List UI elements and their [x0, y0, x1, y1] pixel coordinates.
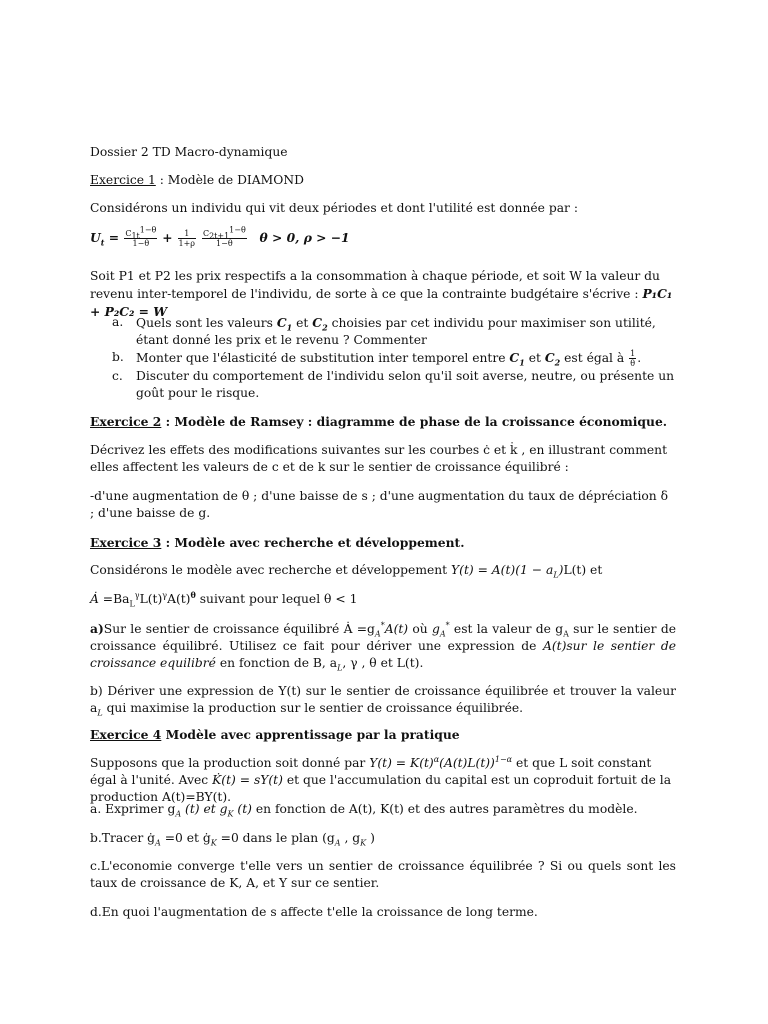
- exercise-2-para-1: Décrivez les effets des modifications suivantes sur les courbes ċ et k̇ , en illustrant comment elles affectent les valeurs de c et de k sur le sentier de croissance équilibré :: [90, 443, 668, 474]
- exercise-1-budget: Soit P1 et P2 les prix respectifs a la consommation à chaque période, et soit W la valeur du revenu inter-temporel de l'individu, de sorte à ce que la contrainte budgétaire s'écrive : P₁C₁ + P₂C₂ = W: [90, 269, 673, 319]
- utility-formula: $U_t$ = $\frac{C_{1t}^{1-\theta}}{1-\theta}$ + $\frac{1}{1+\rho}$ $\frac{C_{2t+1}^{1-\theta}}{1-\theta}$ θ > 0, ρ > −1: [90, 225, 350, 248]
- exercise-4-para-1: Supposons que la production soit donné par $Y(t) = K(t)^\alpha(A(t)L(t))^{1-\alpha}$ et que L soit constant égal à l'unité. Avec K̇(t) = sY(t) et que l'accumulation du capital est un coproduit fortuit de la production A(t)=BY(t).: [90, 754, 672, 804]
- exercise-1-title: : Modèle de DIAMOND: [155, 173, 304, 187]
- exercise-3-para-2: Ȧ $=Ba_L^\gamma L(t)^\gamma A(t)^\theta$ suivant pour lequel θ < 1: [90, 589, 358, 609]
- exercise-2-label: Exercice 2: [90, 414, 162, 429]
- document-title: Dossier 2 TD Macro-dynamique: [90, 145, 288, 159]
- exercise-4-question-d: d.En quoi l'augmentation de s affecte t'elle la croissance de long terme.: [90, 905, 538, 919]
- exercise-4-heading: [90, 726, 676, 743]
- exercise-3-question-a: a)Sur le sentier de croissance équilibré Ȧ $=g_A^*A(t)$ où $g_A^*$ est la valeur de $g_A$ sur le sentier de croissance équilibré. Utilisez ce fait pour dériver une expression de A(t)sur le sentier de croissance equilibré en fonction de B, $a_L$, γ , θ et L(t).: [90, 620, 676, 673]
- exercise-1-label: Exercice 1: [90, 173, 156, 187]
- exercise-1-heading: [90, 172, 676, 189]
- exercise-2-title: : Modèle de Ramsey : diagramme de phase de la croissance économique.: [161, 414, 668, 429]
- exercise-4-title: Modèle avec apprentissage par la pratique: [161, 727, 460, 742]
- utility-conditions: θ > 0, ρ > −1: [259, 230, 350, 245]
- exercise-3-para-1: Considérons le modèle avec recherche et développement $Y(t) = A(t)(1 - a_L)L(t)$ et: [90, 563, 603, 580]
- exercise-3-heading: [90, 534, 676, 551]
- exercise-2-para-2: -d'une augmentation de θ ; d'une baisse de s ; d'une augmentation du taux de dépréciation δ ; d'une baisse de g.: [90, 489, 669, 520]
- exercise-1-intro: Considérons un individu qui vit deux périodes et dont l'utilité est donnée par :: [90, 201, 578, 215]
- exercise-4-label: Exercice 4: [90, 727, 162, 742]
- exercise-4-question-a: a. Exprimer $g_A$ (t) et $g_K$ (t) en fonction de A(t), K(t) et des autres paramètres du modèle.: [90, 802, 638, 819]
- exercise-2-heading: [90, 413, 676, 430]
- exercise-3-label: Exercice 3: [90, 535, 162, 550]
- exercise-4-question-c: c.L'economie converge t'elle vers un sentier de croissance équilibrée ? Si ou quels sont les taux de croissance de K, A, et Y sur ce sentier.: [90, 859, 676, 890]
- document-page: Dossier 2 TD Macro-dynamique Exercice 1 : Modèle de DIAMOND Considérons un individu qui vit deux périodes et dont l'utilité est donnée par : $U_t$ = $\frac{C_{1t}^{1-\theta}}{1-\theta}$ + $\frac{1}{1+\rho}$ $\frac{C_{2t+1}^{1-\theta}}{1-\theta}$ θ > 0, ρ > −1 Soit P1 et P2 les prix respectifs a la consommation à chaque période, et soit W la valeur du revenu inter-temporel de l'individu, de sorte à ce que la contrainte budgétaire s'écrive : P₁C₁ + P₂C₂ = W a. Quels sont les valeurs $C_1$ et $C_2$ choisies par cet individu pour maximiser son utilité, étant donné les prix et le revenu ? Commenter b. Monter que l'élasticité de substitution inter temporel entre $C_1$ et $C_2$ est égal à $\frac{1}{\theta}$ . c. Discuter du comportement de l'individu selon qu'il soit averse, neutre, ou présente un goût pour le risque. Exercice 2 : Modèle de Ramsey : diagramme de phase de la croissance économique. Décrivez les effets des modifications suivantes sur les courbes ċ et k̇ , en illustrant comment elles affectent les valeurs de c et de k sur le sentier de croissance équilibré : -d'une augmentation de θ ; d'une baisse de s ; d'une augmentation du taux de dépréciation δ ; d'une baisse de g. Exercice 3 : Modèle avec recherche et développement. Considérons le modèle avec recherche et développement $Y(t) = A(t)(1 - a_L)L(t)$ et Ȧ $=Ba_L^\gamma L(t)^\gamma A(t)^\theta$ suivant pour lequel θ < 1 a)Sur le sentier de croissance équilibré Ȧ $=g_A^*A(t)$ où $g_A^*$ est la valeur de $g_A$ sur le sentier de croissance équilibré. Utilisez ce fait pour dériver une expression de A(t)sur le sentier de croissance equilibré en fonction de B, $a_L$, γ , θ et L(t). b) Dériver une expression de Y(t) sur le sentier de croissance équilibrée et trouver la valeur $a_L$ qui maximise la production sur le sentier de croissance équilibrée. Exercice 4 Modèle avec apprentissage par la pratique Supposons que la production soit donné par $Y(t) = K(t)^\alpha(A(t)L(t))^{1-\alpha}$ et que L soit constant égal à l'unité. Avec K̇(t) = sY(t) et que l'accumulation du capital est un coproduit fortuit de la production A(t)=BY(t). a. Exprimer $g_A$ (t) et $g_K$ (t) en fonction de A(t), K(t) et des autres paramètres du modèle. b.Tracer $ġ_A =0$ et $ġ_K =0$ dans le plan ($g_A$ , $g_K$ ) c.L'economie converge t'elle vers un sentier de croissance équilibrée ? Si ou quels sont les taux de croissance de K, A, et Y sur ce sentier. d.En quoi l'augmentation de s affecte t'elle la croissance de long terme.: [90, 145, 676, 919]
- exercise-3-title: : Modèle avec recherche et développement.: [161, 535, 465, 550]
- exercise-4-question-b: b.Tracer $ġ_A =0$ et $ġ_K =0$ dans le plan ($g_A$ , $g_K$ ): [90, 831, 375, 848]
- exercise-3-question-b: b) Dériver une expression de Y(t) sur le sentier de croissance équilibrée et trouver la valeur $a_L$ qui maximise la production sur le sentier de croissance équilibrée.: [90, 684, 676, 718]
- budget-formula: P₁C₁ + P₂C₂ = W: [90, 286, 673, 319]
